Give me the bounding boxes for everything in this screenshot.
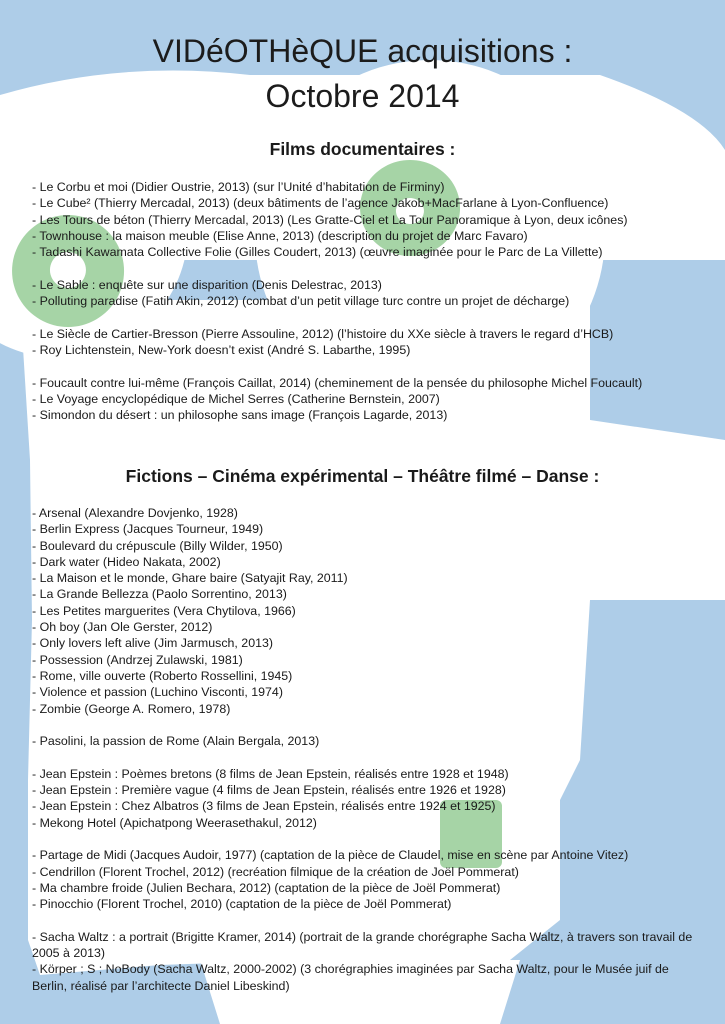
page-title-line-1: VIDéOTHèQUE acquisitions : <box>152 33 573 69</box>
list-item: - Les Tours de béton (Thierry Mercadal, 2013) (Les Gratte-Ciel et La Tour Panoramique à Lyon, deux icônes) <box>32 212 628 227</box>
list-item: - Körper ; S ; NoBody (Sacha Waltz, 2000-2002) (3 chorégraphies imaginées par Sacha Waltz, pour le Musée juif de Berlin, réalisé par l’architecte Daniel Libeskind) <box>32 962 669 993</box>
list-item: - Pinocchio (Florent Trochel, 2010) (captation de la pièce de Joël Pommerat) <box>32 897 452 912</box>
list-item: - Simondon du désert : un philosophe sans image (François Lagarde, 2013) <box>32 408 448 423</box>
list-item: - Berlin Express (Jacques Tourneur, 1949) <box>32 522 264 537</box>
list-item: - Partage de Midi (Jacques Audoir, 1977) (captation de la pièce de Claudel, mise en scène par Antoine Vitez) <box>32 848 629 863</box>
list-item: - Mekong Hotel (Apichatpong Weerasethakul, 2012) <box>32 815 317 830</box>
list-item: - Rome, ville ouverte (Roberto Rossellini, 1945) <box>32 668 293 683</box>
documentaires-list <box>32 179 702 423</box>
list-item: - Roy Lichtenstein, New-York doesn’t exist (André S. Labarthe, 1995) <box>32 342 411 357</box>
list-item: - La Maison et le monde, Ghare baire (Satyajit Ray, 2011) <box>32 571 348 586</box>
list-item: - Dark water (Hideo Nakata, 2002) <box>32 554 221 569</box>
list-item: - Ma chambre froide (Julien Bechara, 2012) (captation de la pièce de Joël Pommerat) <box>32 880 501 895</box>
list-item: - Boulevard du crépuscule (Billy Wilder, 1950) <box>32 538 283 553</box>
list-item: - Le Cube² (Thierry Mercadal, 2013) (deux bâtiments de l’agence Jakob+MacFarlane à Lyon-Confluence) <box>32 196 609 211</box>
section-title-documentaires: Films documentaires : <box>269 139 456 159</box>
list-item: - Only lovers left alive (Jim Jarmusch, 2013) <box>32 636 274 651</box>
list-item: - Tadashi Kawamata Collective Folie (Gilles Coudert, 2013) (œuvre imaginée pour le Parc de La Villette) <box>32 245 603 260</box>
list-item: - Arsenal (Alexandre Dovjenko, 1928) <box>32 506 238 520</box>
fictions-list <box>32 505 702 994</box>
list-item: - Townhouse : la maison meuble (Elise Anne, 2013) (description du projet de Marc Favaro) <box>32 228 528 243</box>
page-title-line-2: Octobre 2014 <box>265 78 460 114</box>
list-item: - Jean Epstein : Poèmes bretons (8 films de Jean Epstein, réalisés entre 1928 et 1948) <box>32 766 509 781</box>
list-item: - Les Petites marguerites (Vera Chytilova, 1966) <box>32 603 296 618</box>
list-item: - Zombie (George A. Romero, 1978) <box>32 701 231 716</box>
section-title-fictions: Fictions – Cinéma expérimental – Théâtre filmé – Danse : <box>125 466 600 486</box>
list-item: - Le Siècle de Cartier-Bresson (Pierre Assouline, 2012) (l’histoire du XXe siècle à travers le regard d’HCB) <box>32 326 614 341</box>
list-item: - Sacha Waltz : a portrait (Brigitte Kramer, 2014) (portrait de la grande chorégraphe Sacha Waltz, à travers son travail de 2005 à 2013) <box>32 929 693 961</box>
list-item: - Foucault contre lui-même (François Caillat, 2014) (cheminement de la pensée du philosophe Michel Foucault) <box>32 375 643 390</box>
list-item: - La Grande Bellezza (Paolo Sorrentino, 2013) <box>32 587 287 602</box>
list-item: - Le Sable : enquête sur une disparition (Denis Delestrac, 2013) <box>32 277 382 292</box>
list-item: - Oh boy (Jan Ole Gerster, 2012) <box>32 620 213 635</box>
list-item: - Polluting paradise (Fatih Akin, 2012) (combat d’un petit village turc contre un projet de décharge) <box>32 294 570 309</box>
list-item: - Pasolini, la passion de Rome (Alain Bergala, 2013) <box>32 734 320 749</box>
list-item: - Le Voyage encyclopédique de Michel Serres (Catherine Bernstein, 2007) <box>32 391 440 406</box>
list-item: - Possession (Andrzej Zulawski, 1981) <box>32 652 243 667</box>
list-item: - Jean Epstein : Chez Albatros (3 films de Jean Epstein, réalisés entre 1924 et 1925) <box>32 799 496 814</box>
list-item: - Violence et passion (Luchino Visconti, 1974) <box>32 685 283 700</box>
list-item: - Le Corbu et moi (Didier Oustrie, 2013) (sur l’Unité d’habitation de Firminy) <box>32 180 445 194</box>
list-item: - Jean Epstein : Première vague (4 films de Jean Epstein, réalisés entre 1926 et 1928) <box>32 783 506 798</box>
list-item: - Cendrillon (Florent Trochel, 2012) (recréation filmique de la création de Joël Pommerat) <box>32 864 519 879</box>
